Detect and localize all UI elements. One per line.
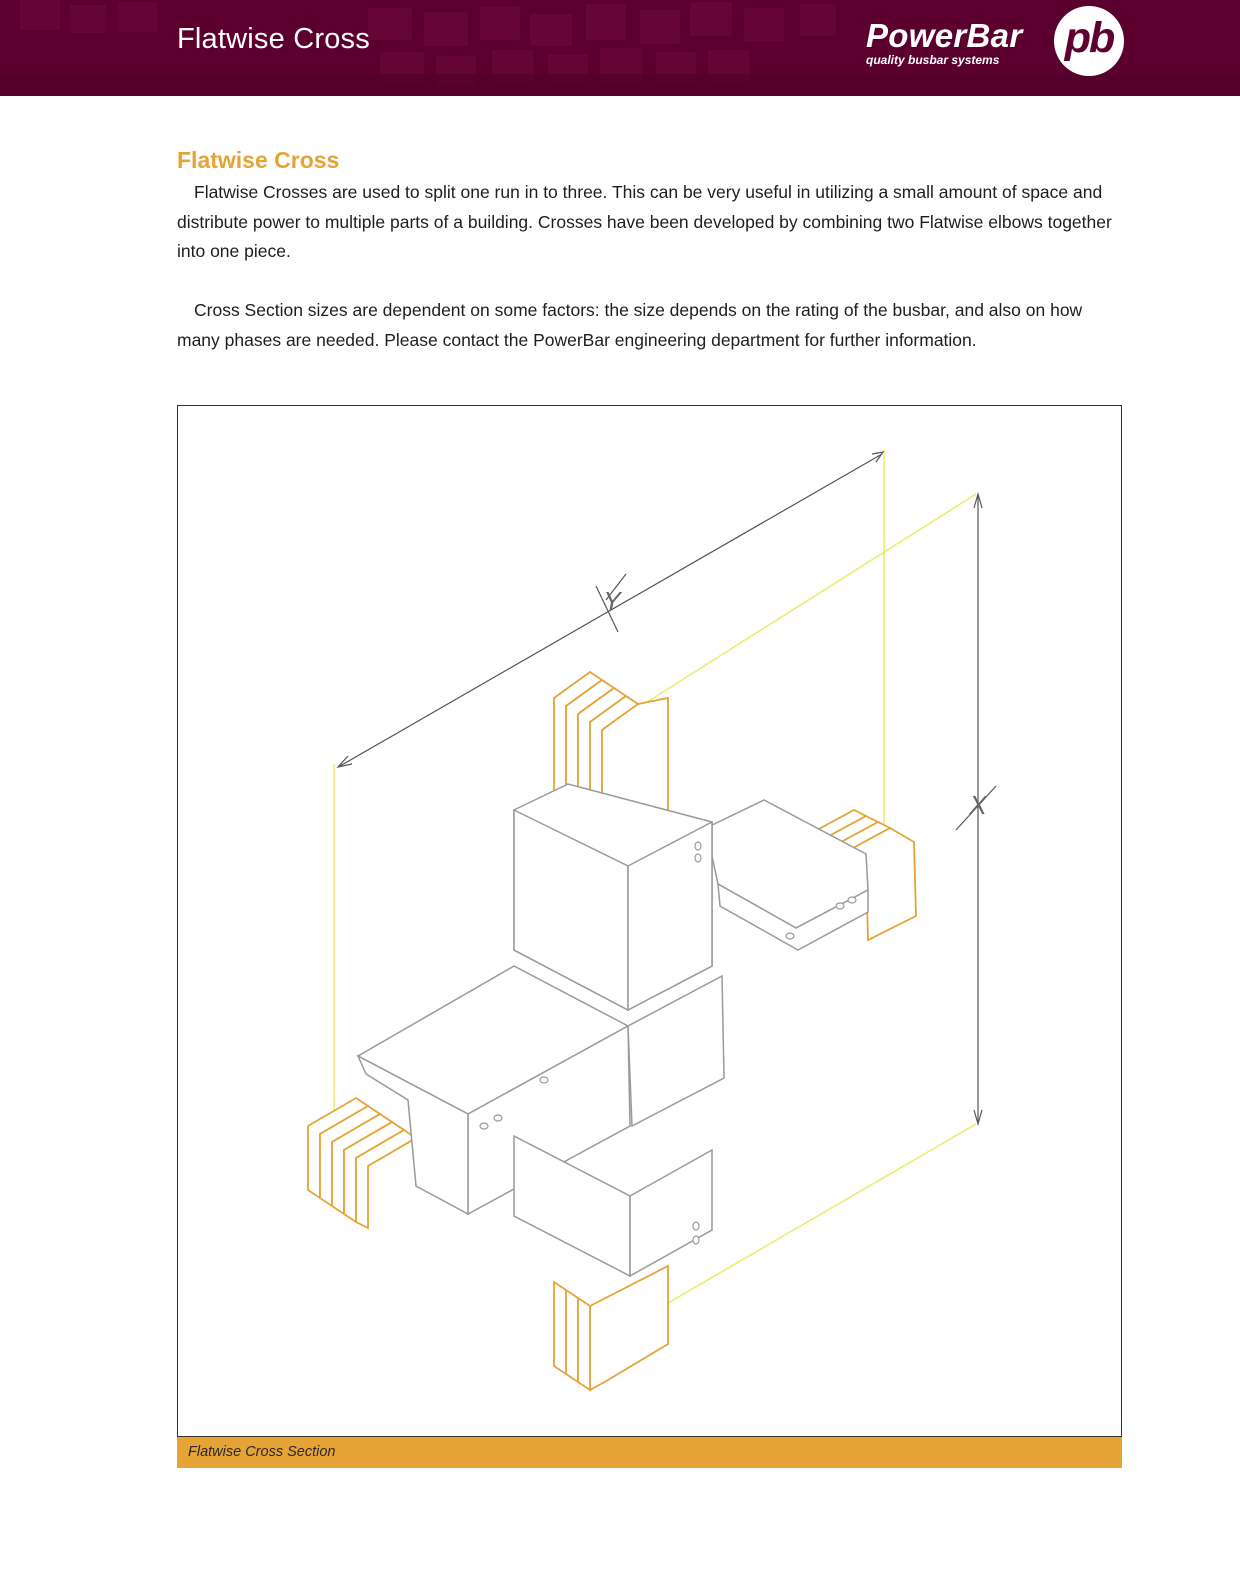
busbar-bottom (554, 1266, 668, 1390)
dimension-label-x: X (969, 790, 987, 820)
flatwise-cross-drawing (178, 406, 1121, 1436)
page-header (0, 0, 1240, 96)
logo-badge (1054, 6, 1124, 76)
powerbar-logo (862, 6, 1124, 88)
section-heading: Flatwise Cross (177, 147, 340, 173)
busbar-left (308, 1098, 416, 1228)
intro-paragraph: Flatwise Crosses are used to split one run in to three. This can be very useful in utilizing a small amount of space and distribute power to multiple parts of a building. Crosses have been developed by combining two Flatwise elbows together into one piece. (177, 182, 1112, 261)
logo-wordmark: PowerBar (866, 17, 1023, 54)
cross-section-paragraph: Cross Section sizes are dependent on some factors: the size depends on the rating of the busbar, and also on how many phases are needed. Please contact the PowerBar engineering department for further information. (177, 300, 1083, 350)
logo-badge-text: pb (1064, 14, 1114, 62)
flatwise-cross-figure (177, 405, 1122, 1437)
logo-tagline: quality busbar systems (866, 53, 1000, 67)
housing (358, 784, 868, 1276)
header-title: Flatwise Cross (177, 23, 370, 55)
dimension-label-y: Y (603, 586, 621, 616)
figure-caption: Flatwise Cross Section (177, 1437, 1122, 1468)
